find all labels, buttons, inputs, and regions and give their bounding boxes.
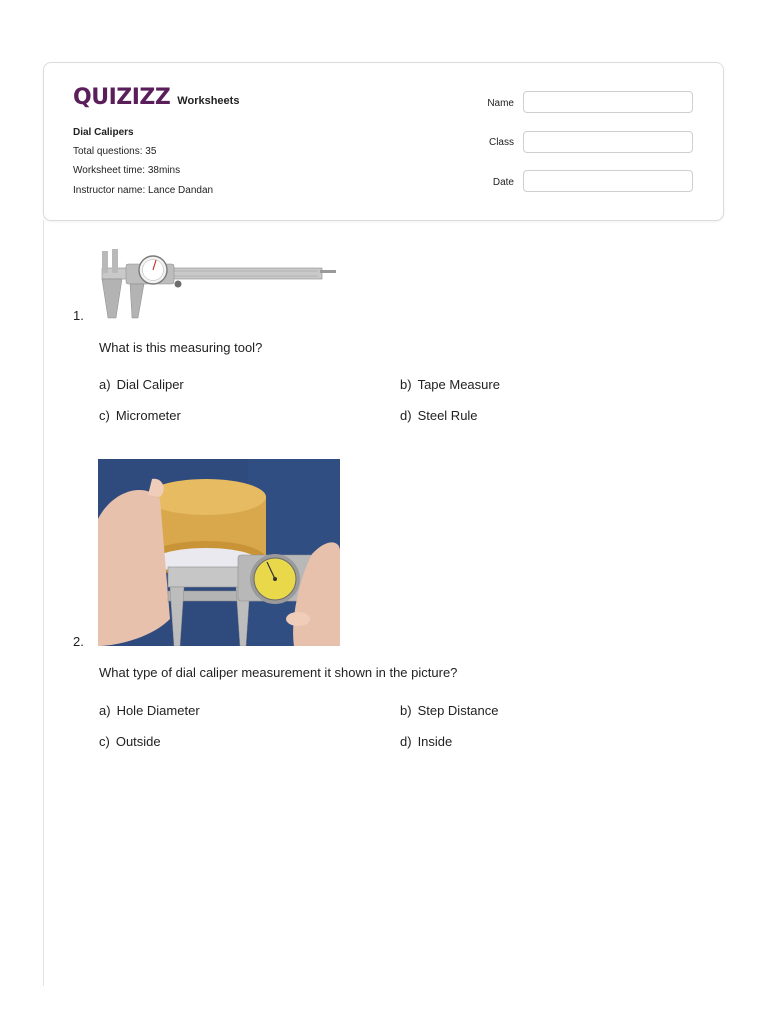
option-letter: d) (400, 734, 412, 749)
option-letter: a) (99, 703, 111, 718)
question-number: 2. (73, 634, 84, 649)
question-text: What is this measuring tool? (99, 340, 263, 355)
option-text: Outside (115, 734, 161, 749)
option-letter: c) (99, 408, 110, 423)
class-label: Class (488, 137, 514, 148)
option-letter: b) (400, 703, 412, 718)
page-edge (43, 220, 44, 986)
date-field[interactable] (523, 170, 693, 192)
option-d[interactable] (400, 734, 452, 749)
question-text: What type of dial caliper measurement it shown in the picture? (99, 665, 458, 680)
option-letter: d) (400, 408, 412, 423)
option-a[interactable] (99, 703, 200, 718)
option-letter: c) (99, 734, 110, 749)
quizizz-logo (73, 85, 239, 110)
brand-subtitle: Worksheets (177, 95, 240, 107)
option-b[interactable] (400, 377, 500, 392)
option-letter: a) (99, 377, 111, 392)
class-field[interactable] (523, 131, 693, 153)
instructor-name: Instructor name: Lance Dandan (73, 185, 214, 196)
worksheet-header (43, 62, 724, 221)
option-text: Inside (417, 734, 453, 749)
option-c[interactable] (99, 734, 161, 749)
option-text: Micrometer (115, 408, 181, 423)
option-text: Step Distance (417, 703, 499, 718)
option-a[interactable] (99, 377, 184, 392)
option-text: Dial Caliper (116, 377, 184, 392)
total-questions: Total questions: 35 (73, 146, 157, 157)
name-label: Name (487, 98, 514, 109)
worksheet-title: Dial Calipers (73, 127, 134, 138)
option-letter: b) (400, 377, 412, 392)
worksheet-time: Worksheet time: 38mins (73, 165, 181, 176)
question-number: 1. (73, 308, 84, 323)
dial-caliper-image (98, 246, 340, 320)
brand-name: QUIZIZZ (73, 85, 171, 110)
option-b[interactable] (400, 703, 499, 718)
option-text: Tape Measure (417, 377, 500, 392)
option-c[interactable] (99, 408, 181, 423)
option-d[interactable] (400, 408, 478, 423)
name-field[interactable] (523, 91, 693, 113)
option-text: Hole Diameter (116, 703, 200, 718)
option-text: Steel Rule (417, 408, 478, 423)
date-label: Date (492, 177, 514, 188)
caliper-measuring-tape-image (98, 459, 340, 646)
